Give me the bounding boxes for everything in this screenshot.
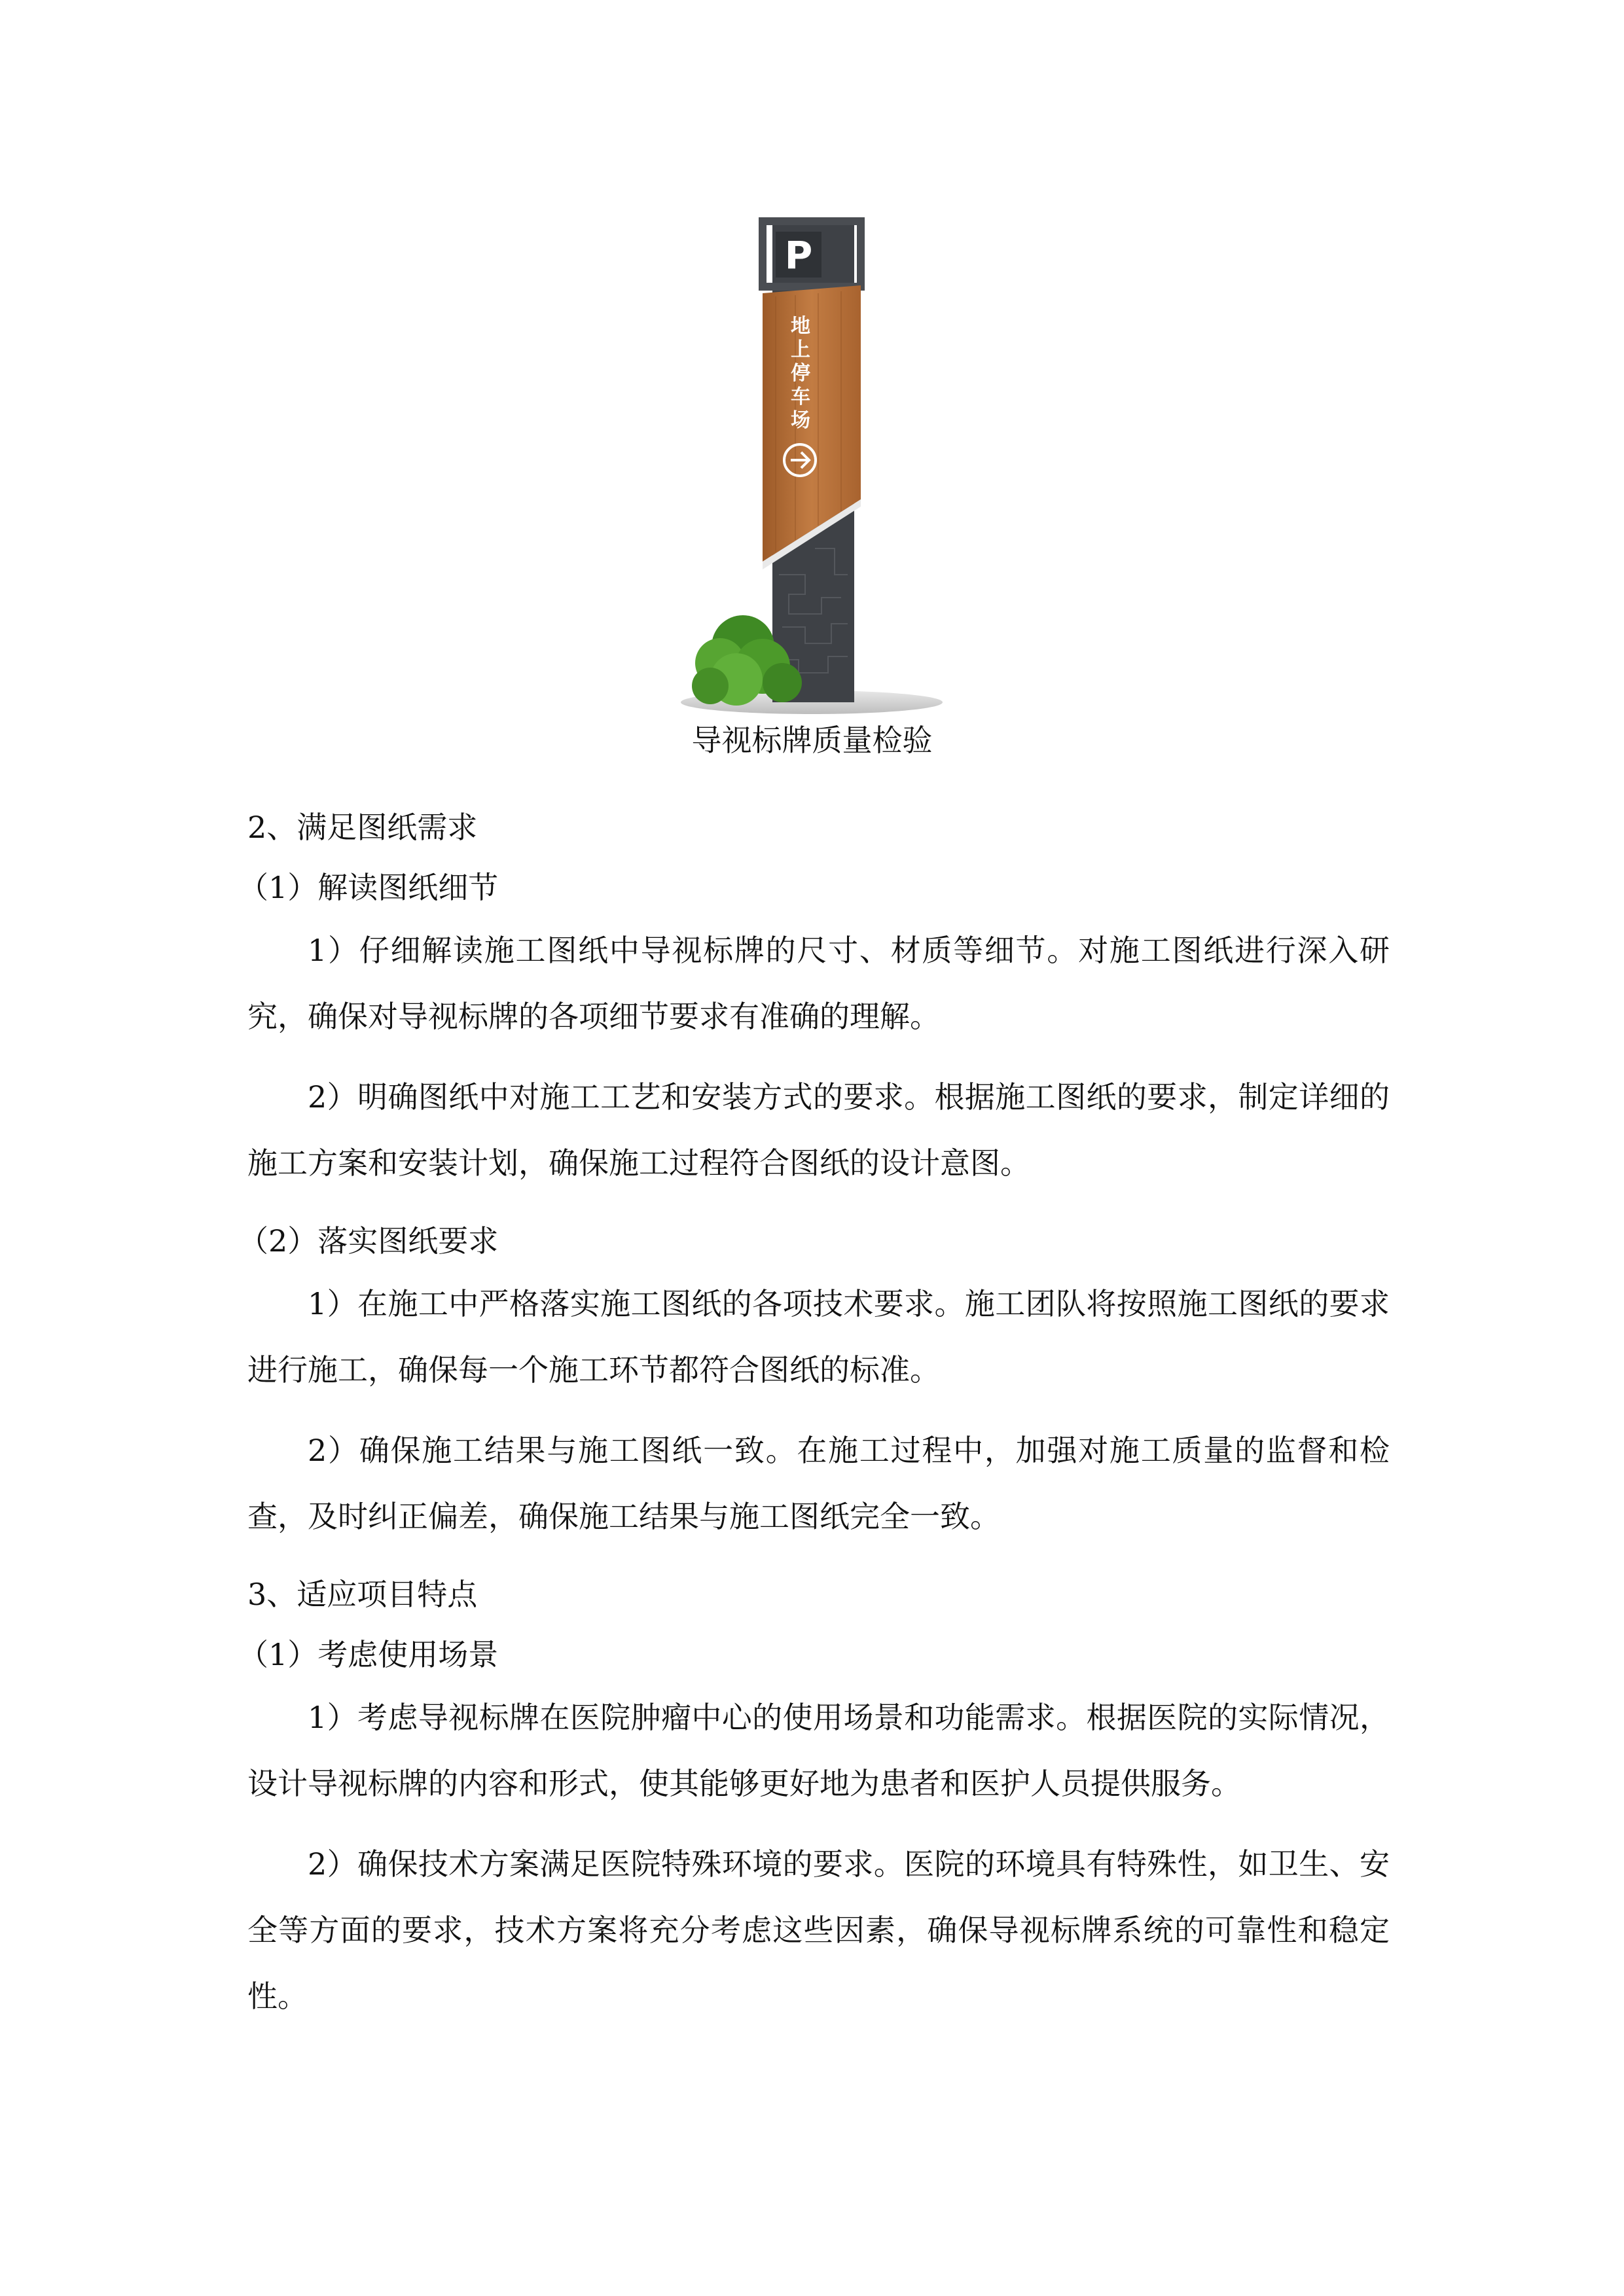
subsection-heading: （1）解读图纸细节 xyxy=(238,870,499,905)
parking-sign-figure xyxy=(664,208,959,719)
sign-char: 车 xyxy=(791,386,810,408)
subsection-heading: （1）考虑使用场景 xyxy=(238,1637,499,1672)
figure-caption: 导视标牌质量检验 xyxy=(691,723,933,758)
sign-char: 地 xyxy=(791,315,810,338)
parking-sign-illustration xyxy=(664,208,959,719)
paragraph: 1）在施工中严格落实施工图纸的各项技术要求。施工团队将按照施工图纸的要求进行施工，确保每一个施工环节都符合图纸的标准。 xyxy=(247,1286,1390,1388)
paragraph: 2）确保技术方案满足医院特殊环境的要求。医院的环境具有特殊性，如卫生、安全等方面的要求，技术方案将充分考虑这些因素，确保导视标牌系统的可靠性和稳定性。 xyxy=(247,1846,1390,2014)
sign-vertical-text xyxy=(791,315,811,432)
paragraph: 1）仔细解读施工图纸中导视标牌的尺寸、材质等细节。对施工图纸进行深入研究，确保对导视标牌的各项细节要求有准确的理解。 xyxy=(247,933,1390,1034)
section-heading: 2、满足图纸需求 xyxy=(247,810,478,845)
subsection-heading: （2）落实图纸要求 xyxy=(238,1223,499,1259)
section-heading: 3、适应项目特点 xyxy=(247,1577,478,1612)
paragraph: 1）考虑导视标牌在医院肿瘤中心的使用场景和功能需求。根据医院的实际情况，设计导视标牌的内容和形式，使其能够更好地为患者和医护人员提供服务。 xyxy=(247,1700,1390,1801)
sign-char: 场 xyxy=(791,409,810,432)
paragraph: 2）确保施工结果与施工图纸一致。在施工过程中，加强对施工质量的监督和检查，及时纠正偏差，确保施工结果与施工图纸完全一致。 xyxy=(247,1433,1390,1534)
p-letter: P xyxy=(784,233,813,278)
sign-char: 上 xyxy=(791,338,810,361)
paragraph: 2）明确图纸中对施工工艺和安装方式的要求。根据施工图纸的要求，制定详细的施工方案和安装计划，确保施工过程符合图纸的设计意图。 xyxy=(247,1079,1390,1181)
sign-char: 停 xyxy=(791,362,810,385)
document-body xyxy=(238,797,1390,2044)
